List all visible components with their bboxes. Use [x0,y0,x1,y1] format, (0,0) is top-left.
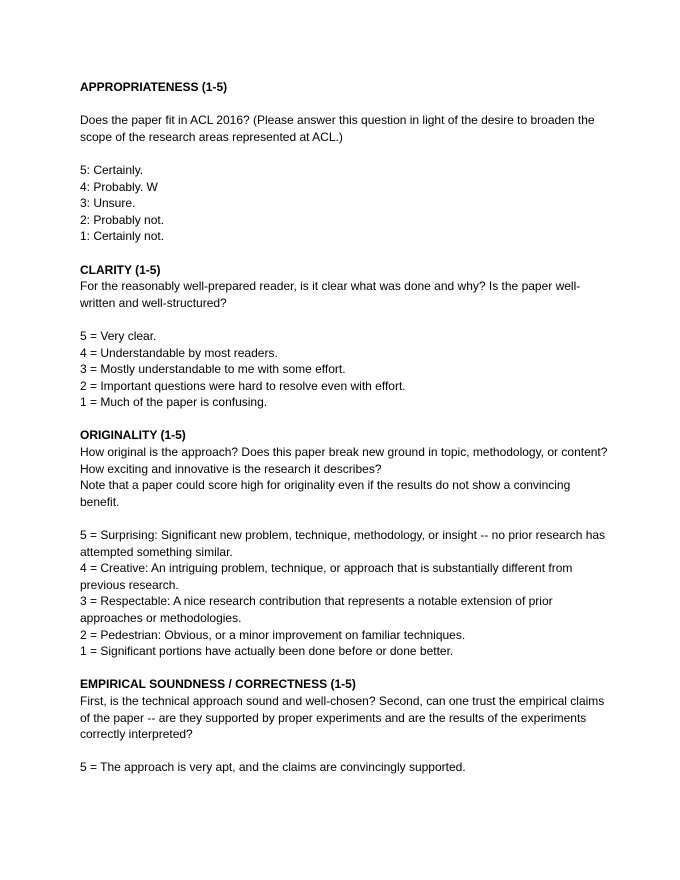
section-empirical-soundness [80,676,610,776]
scale-item: 5 = The approach is very apt, and the claims are convincingly supported. [80,760,466,775]
scale-list [80,759,610,776]
scale-list [80,328,610,411]
section-description: Does the paper fit in ACL 2016? (Please answer this question in light of the desire to broaden the scope of the research areas represented at ACL.) [80,113,595,144]
review-form-page [80,79,610,776]
scale-item: 5 = Surprising: Significant new problem, technique, methodology, or insight -- no prior research has attempted something similar. [80,528,606,559]
section-description: How original is the approach? Does this paper break new ground in topic, methodology, or content? How exciting and innovative is the research it describes? [80,445,608,476]
section-originality [80,427,610,659]
scale-item: 5: Certainly. [80,162,144,177]
section-clarity [80,262,610,411]
section-note: Note that a paper could score high for originality even if the results do not show a convincing benefit. [80,478,571,509]
scale-item: 2 = Pedestrian: Obvious, or a minor improvement on familiar techniques. [80,627,466,642]
scale-item: 2 = Important questions were hard to resolve even with effort. [80,378,406,393]
section-description: For the reasonably well-prepared reader, is it clear what was done and why? Is the paper well-written and well-structured? [80,279,581,310]
scale-item: 1 = Much of the paper is confusing. [80,395,268,410]
section-heading: ORIGINALITY (1-5) [80,428,186,443]
scale-item: 3 = Respectable: A nice research contribution that represents a notable extension of prior approaches or methodologies. [80,594,553,625]
scale-list [80,162,610,245]
scale-item: 2: Probably not. [80,212,165,227]
section-heading: EMPIRICAL SOUNDNESS / CORRECTNESS (1-5) [80,677,356,692]
section-description: First, is the technical approach sound and well-chosen? Second, can one trust the empirical claims of the paper -- are they supported by proper experiments and are the results of the experiments correctly interpreted? [80,693,605,742]
scale-item: 4: Probably. W [80,179,158,194]
scale-item: 3 = Mostly understandable to me with some effort. [80,362,346,377]
section-heading: APPROPRIATENESS (1-5) [80,80,228,94]
scale-item: 1 = Significant portions have actually been done before or done better. [80,644,454,659]
scale-item: 1: Certainly not. [80,229,165,244]
section-appropriateness [80,79,610,245]
scale-item: 4 = Creative: An intriguing problem, technique, or approach that is substantially different from previous research. [80,561,573,592]
section-heading: CLARITY (1-5) [80,262,161,277]
scale-item: 3: Unsure. [80,196,136,211]
scale-item: 4 = Understandable by most readers. [80,345,278,360]
scale-item: 5 = Very clear. [80,328,157,343]
scale-list [80,527,610,660]
